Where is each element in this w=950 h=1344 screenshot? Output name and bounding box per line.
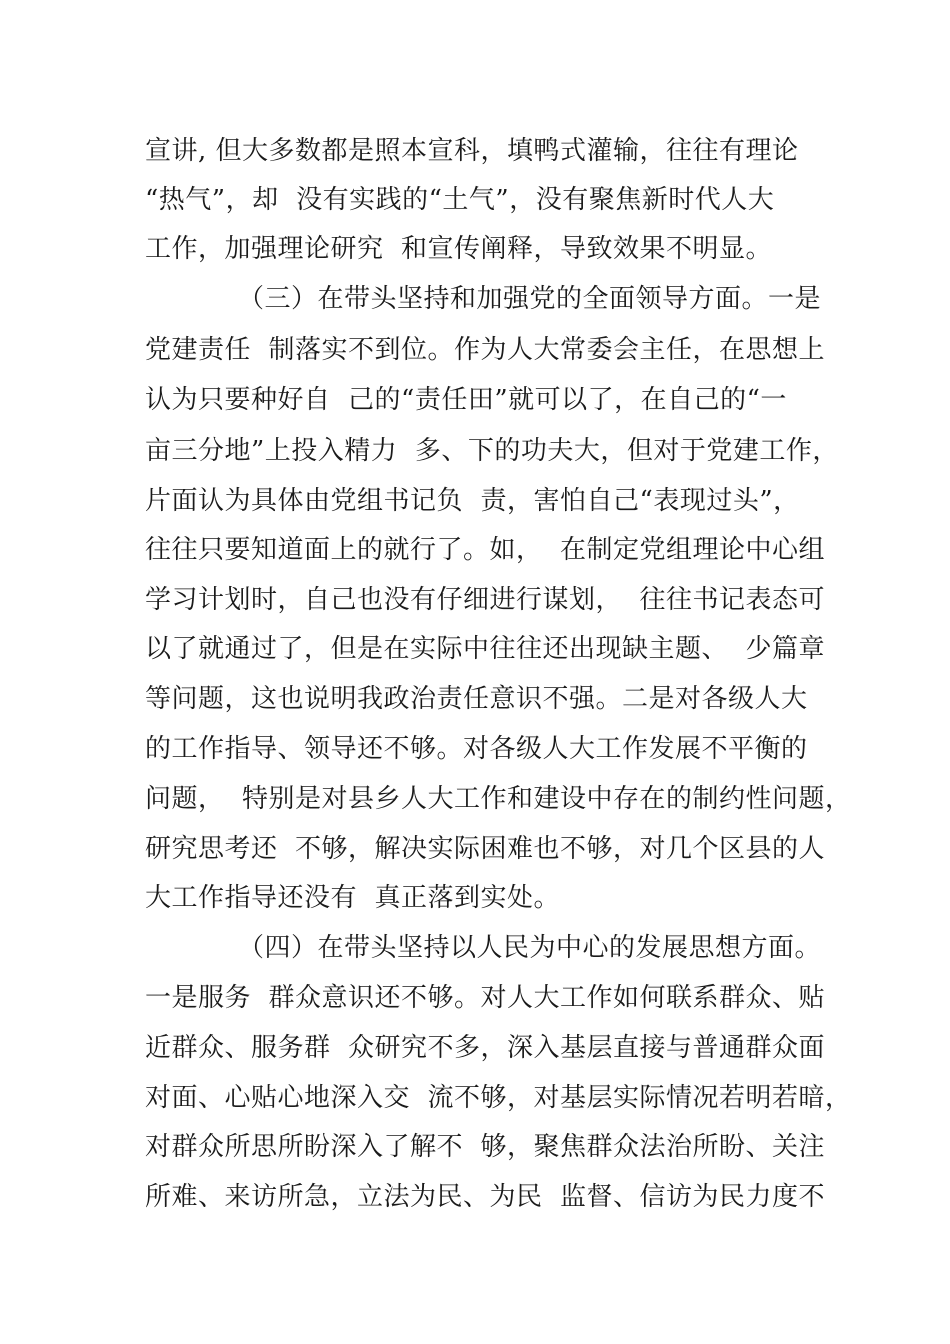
text-line: 的工作指导、领导还不够。对各级人大工作发展不平衡的: [145, 734, 808, 764]
text-line: 学习计划时，自己也没有仔细进行谋划， 往往书记表态可: [145, 585, 826, 615]
text-line: 所难、来访所急，立法为民、为民 监督、信访为民力度不: [145, 1182, 826, 1212]
section-heading-four: （四）在带头坚持以人民为中心的发展思想方面。: [238, 933, 822, 963]
text-line: 对群众所思所盼深入了解不 够，聚焦群众法治所盼、关注: [145, 1132, 826, 1162]
section-heading-three: （三）在带头坚持和加强党的全面领导方面。一是: [238, 284, 822, 314]
text-line: “热气”，却 没有实践的“土气”，没有聚焦新时代人大: [145, 185, 775, 215]
text-line: 等问题，这也说明我政治责任意识不强。二是对各级人大: [145, 684, 808, 714]
text-line: 大工作指导还没有 真正落到实处。: [145, 883, 561, 913]
text-line: 亩三分地”上投入精力 多、下的功夫大，但对于党建工作，: [145, 436, 839, 466]
text-line: 往往只要知道面上的就行了。如， 在制定党组理论中心组: [145, 535, 826, 565]
text-line: 以了就通过了，但是在实际中往往还出现缺主题、 少篇章: [145, 634, 826, 664]
text-line: 对面、心贴心地深入交 流不够，对基层实际情况若明若暗，: [145, 1083, 852, 1113]
text-line: 党建责任 制落实不到位。作为人大常委会主任，在思想上: [145, 335, 826, 365]
text-line: 片面认为具体由党组书记负 责，害怕自己“表现过头”，: [145, 486, 800, 516]
text-line: 工作，加强理论研究 和宣传阐释，导致效果不明显。: [145, 234, 773, 264]
text-line: 认为只要种好自 己的“责任田”就可以了，在自己的“一: [145, 385, 787, 415]
text-line: 宣讲, 但大多数都是照本宣科，填鸭式灌输，往往有理论: [145, 136, 799, 166]
text-line: 一是服务 群众意识还不够。对人大工作如何联系群众、贴: [145, 983, 826, 1013]
text-line: 近群众、服务群 众研究不多，深入基层直接与普通群众面: [145, 1033, 826, 1063]
text-line: 研究思考还 不够，解决实际困难也不够，对几个区县的人: [145, 834, 826, 864]
text-line: 问题， 特别是对县乡人大工作和建设中存在的制约性问题，: [145, 784, 852, 814]
